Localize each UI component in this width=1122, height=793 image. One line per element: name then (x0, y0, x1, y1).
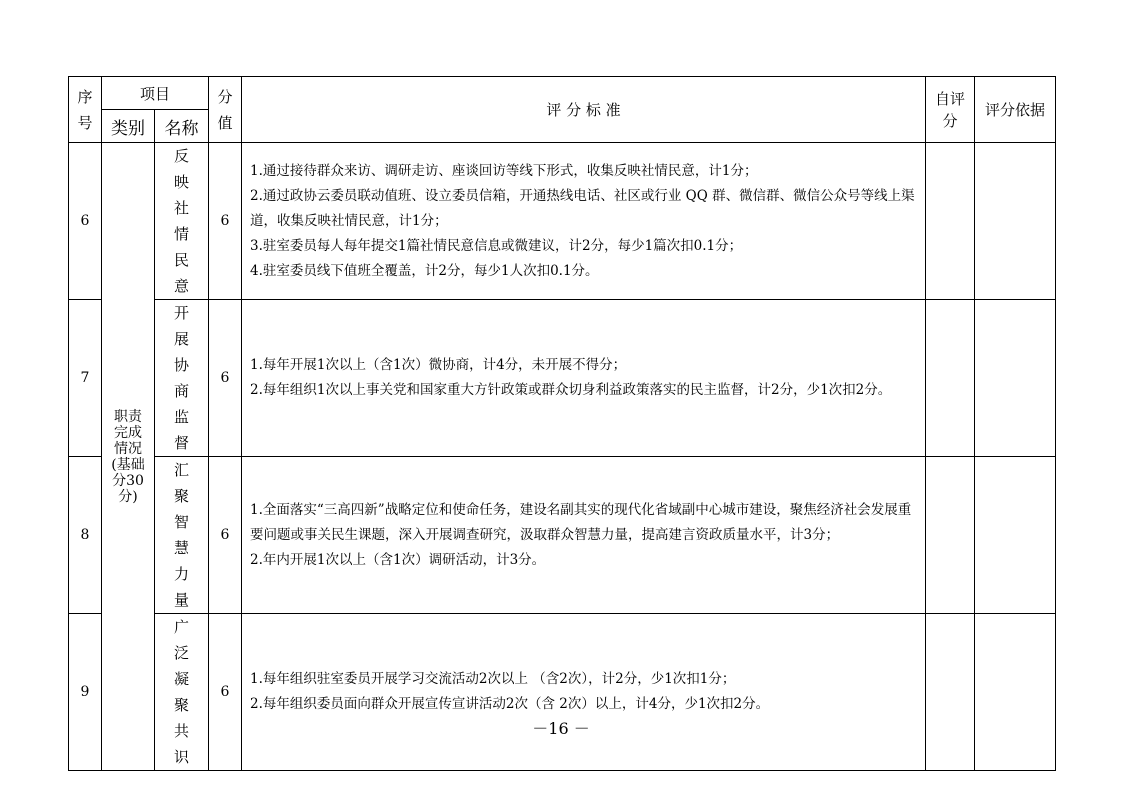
page-number: －16 － (532, 719, 590, 738)
self-score-cell[interactable] (926, 614, 975, 771)
basis-cell[interactable] (975, 143, 1056, 300)
standard-line: 2.年内开展1次以上（含1次）调研活动，计3分。 (250, 551, 546, 568)
row-standard (242, 300, 926, 457)
row-seq: 7 (69, 300, 102, 457)
row-standard (242, 614, 926, 771)
project-header: 项目 (102, 77, 209, 110)
standard-line: 1.通过接待群众来访、调研走访、座谈回访等线下形式，收集反映社情民意，计1分； (250, 162, 758, 179)
table-row (69, 614, 1056, 771)
self-score-cell[interactable] (926, 143, 975, 300)
standard-line: 3.驻室委员每人每年提交1篇社情民意信息或微建议，计2分，每少1篇次扣0.1分； (250, 237, 743, 254)
row-score: 6 (209, 300, 242, 457)
category-header: 类别 (102, 110, 155, 143)
standard-line: 4.驻室委员线下值班全覆盖，计2分，每少1人次扣0.1分。 (250, 262, 599, 279)
basis-cell[interactable] (975, 614, 1056, 771)
basis-cell[interactable] (975, 457, 1056, 614)
row-seq: 9 (69, 614, 102, 771)
score-header: 分值 (209, 77, 242, 143)
row-standard (242, 457, 926, 614)
scoring-table (68, 76, 1056, 771)
row-name: 反映社情民意 (155, 143, 209, 300)
table-row (69, 143, 1056, 300)
row-name: 广泛凝聚共识 (155, 614, 209, 771)
standard-header: 评 分 标 准 (242, 77, 926, 143)
table-row (69, 457, 1056, 614)
row-seq: 8 (69, 457, 102, 614)
self-score-header: 自评分 (926, 77, 975, 143)
seq-header: 序号 (69, 77, 102, 143)
category-cell: 职责完成情况(基础分30分) (102, 143, 155, 771)
row-score: 6 (209, 457, 242, 614)
standard-line: 2.通过政协云委员联动值班、设立委员信箱，开通热线电话、社区或行业 QQ 群、微信群、微信公众号等线上渠道，收集反映社情民意，计1分； (250, 187, 915, 229)
standard-line: 2.每年组织1次以上事关党和国家重大方针政策或群众切身利益政策落实的民主监督，计2分，少1次扣2分。 (250, 382, 892, 398)
row-score: 6 (209, 614, 242, 771)
row-score: 6 (209, 143, 242, 300)
row-seq: 6 (69, 143, 102, 300)
standard-line: 2.每年组织委员面向群众开展宣传宣讲活动2次（含 2次）以上，计4分，少1次扣2分。 (250, 696, 770, 712)
row-name: 开展协商监督 (155, 300, 209, 457)
table-row (69, 300, 1056, 457)
standard-line: 1.每年组织驻室委员开展学习交流活动2次以上 （含2次），计2分，少1次扣1分； (250, 671, 736, 687)
row-name: 汇聚智慧力量 (155, 457, 209, 614)
header-row-1 (69, 77, 1056, 110)
standard-line: 1.全面落实“三高四新”战略定位和使命任务，建设名副其实的现代化省域副中心城市建设，聚焦经济社会发展重要问题或事关民生课题，深入开展调查研究，汲取群众智慧力量，提高建言资政质量水平，计3分； (250, 501, 912, 543)
row-standard (242, 143, 926, 300)
self-score-cell[interactable] (926, 457, 975, 614)
basis-header: 评分依据 (975, 77, 1056, 143)
standard-line: 1.每年开展1次以上（含1次）微协商，计4分，未开展不得分； (250, 357, 627, 373)
basis-cell[interactable] (975, 300, 1056, 457)
name-header: 名称 (155, 110, 209, 143)
self-score-cell[interactable] (926, 300, 975, 457)
